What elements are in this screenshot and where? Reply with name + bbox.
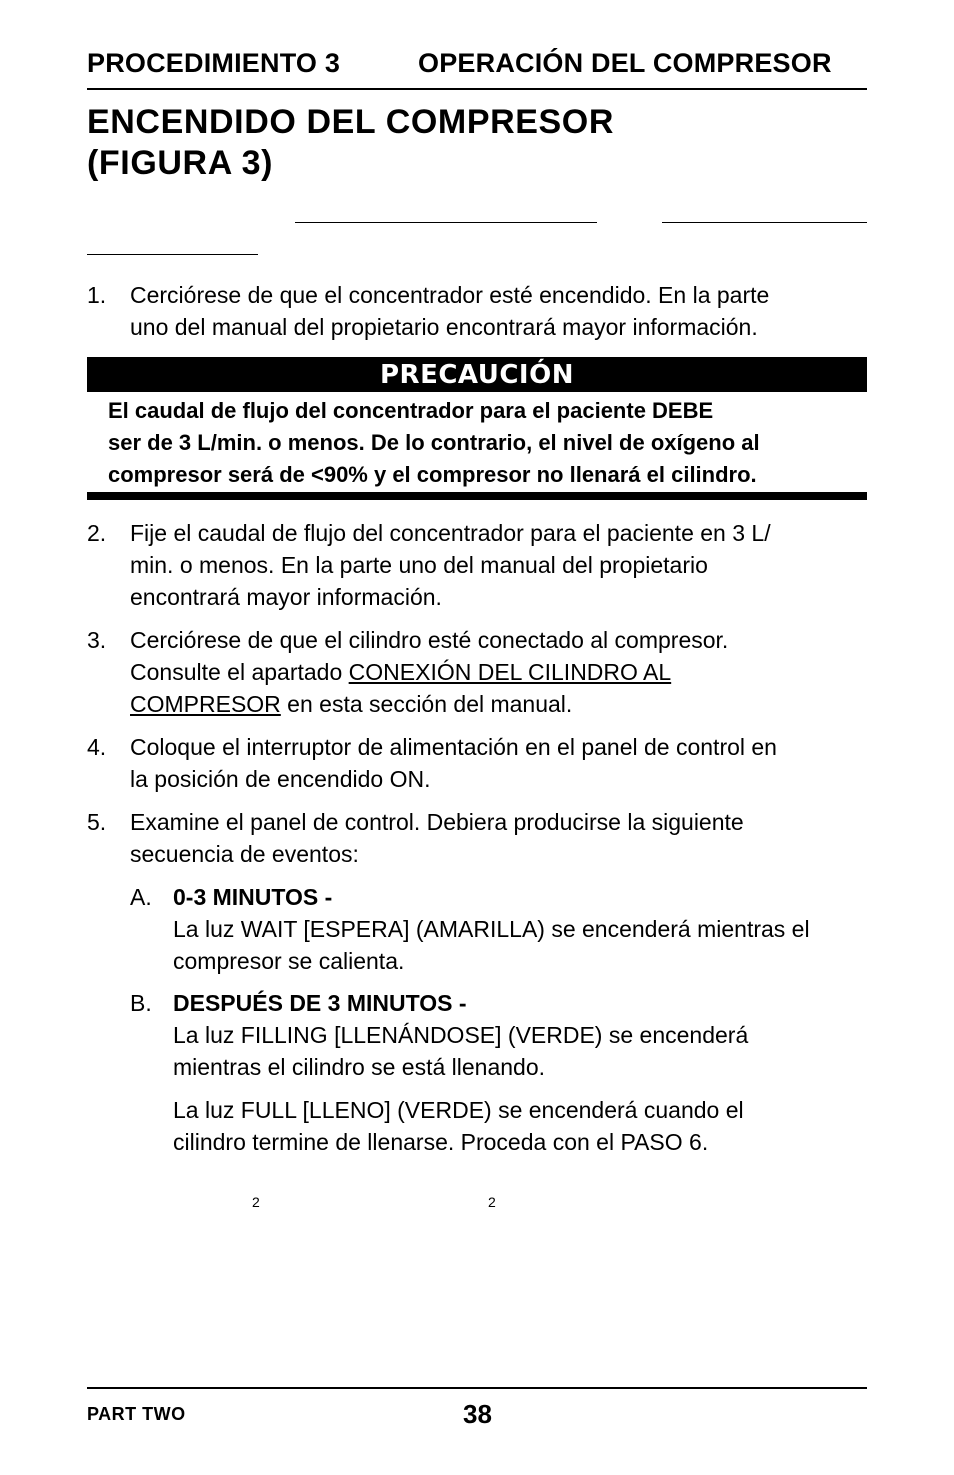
step-4-text — [130, 731, 870, 795]
text-line: compresor se calienta. — [173, 948, 405, 974]
text-line: encontrará mayor información. — [130, 584, 442, 610]
text-line — [130, 656, 870, 688]
blank-line — [87, 254, 258, 255]
section-title: OPERACIÓN DEL COMPRESOR — [418, 48, 832, 78]
cylinder-connection-link[interactable]: CONEXIÓN DEL CILINDRO AL — [348, 659, 672, 685]
caution-bottom-rule — [87, 492, 867, 500]
text-line: min. o menos. En la parte uno del manual del propietario — [130, 552, 708, 578]
text-line: Fije el caudal de flujo del concentrador para el paciente en 3 L/ — [130, 520, 771, 546]
text-line: mientras el cilindro se está llenando. — [173, 1054, 546, 1080]
step-5-text — [130, 806, 870, 870]
substep-a-text — [173, 881, 873, 977]
blank-line — [662, 222, 867, 223]
step-number: 5. — [87, 809, 107, 835]
text-line: uno del manual del propietario encontrará mayor información. — [130, 314, 758, 340]
text-line: Cerciórese de que el concentrador esté encendido. En la parte — [130, 282, 770, 308]
step-number: 3. — [87, 627, 107, 653]
text-line: La luz WAIT [ESPERA] (AMARILLA) se encenderá mientras el — [173, 916, 810, 942]
title-line-1: ENCENDIDO DEL COMPRESOR — [87, 103, 615, 141]
step-1-text — [130, 279, 870, 343]
header-divider — [87, 88, 867, 90]
substep-heading: 0-3 MINUTOS - — [173, 884, 333, 910]
step-number: 1. — [87, 282, 107, 308]
substep-letter: B. — [130, 990, 152, 1016]
stray-subscript: 2 — [488, 1194, 496, 1210]
procedure-label: PROCEDIMIENTO 3 — [87, 48, 341, 78]
step-2-text — [130, 517, 870, 613]
step-number: 4. — [87, 734, 107, 760]
page-title — [87, 102, 614, 184]
text-line: La luz FILLING [LLENÁNDOSE] (VERDE) se encenderá — [173, 1022, 749, 1048]
footer-part-label: PART TWO — [87, 1404, 186, 1424]
blank-line — [295, 222, 597, 223]
footer-divider — [87, 1387, 867, 1389]
text-span: Consulte el apartado — [130, 659, 349, 685]
title-line-2: (FIGURA 3) — [87, 144, 274, 182]
caution-title: PRECAUCIÓN — [380, 360, 574, 390]
text-line: ser de 3 L/min. o menos. De lo contrario, el nivel de oxígeno al — [108, 430, 760, 455]
step-number: 2. — [87, 520, 107, 546]
substep-heading: DESPUÉS DE 3 MINUTOS - — [173, 990, 467, 1016]
text-span: en esta sección del manual. — [280, 691, 573, 717]
text-line: La luz FULL [LLENO] (VERDE) se encenderá cuando el — [173, 1097, 744, 1123]
paragraph-spacer — [173, 1083, 873, 1094]
text-line — [130, 688, 870, 720]
text-line: Examine el panel de control. Debiera producirse la siguiente — [130, 809, 744, 835]
text-line: El caudal de flujo del concentrador para el paciente DEBE — [108, 398, 714, 423]
text-line: Cerciórese de que el cilindro esté conectado al compresor. — [130, 627, 729, 653]
page-number: 38 — [463, 1399, 492, 1429]
text-line: Coloque el interruptor de alimentación en el panel de control en — [130, 734, 777, 760]
caution-text — [108, 395, 868, 491]
text-line: la posición de encendido ON. — [130, 766, 431, 792]
cylinder-connection-link-cont[interactable]: COMPRESOR — [130, 691, 281, 717]
text-line: secuencia de eventos: — [130, 841, 359, 867]
text-line: cilindro termine de llenarse. Proceda con el PASO 6. — [173, 1129, 709, 1155]
substep-letter: A. — [130, 884, 152, 910]
substep-b-text — [173, 987, 873, 1158]
text-line: compresor será de <90% y el compresor no llenará el cilindro. — [108, 462, 757, 487]
stray-subscript: 2 — [252, 1194, 260, 1210]
step-3-text — [130, 624, 870, 720]
